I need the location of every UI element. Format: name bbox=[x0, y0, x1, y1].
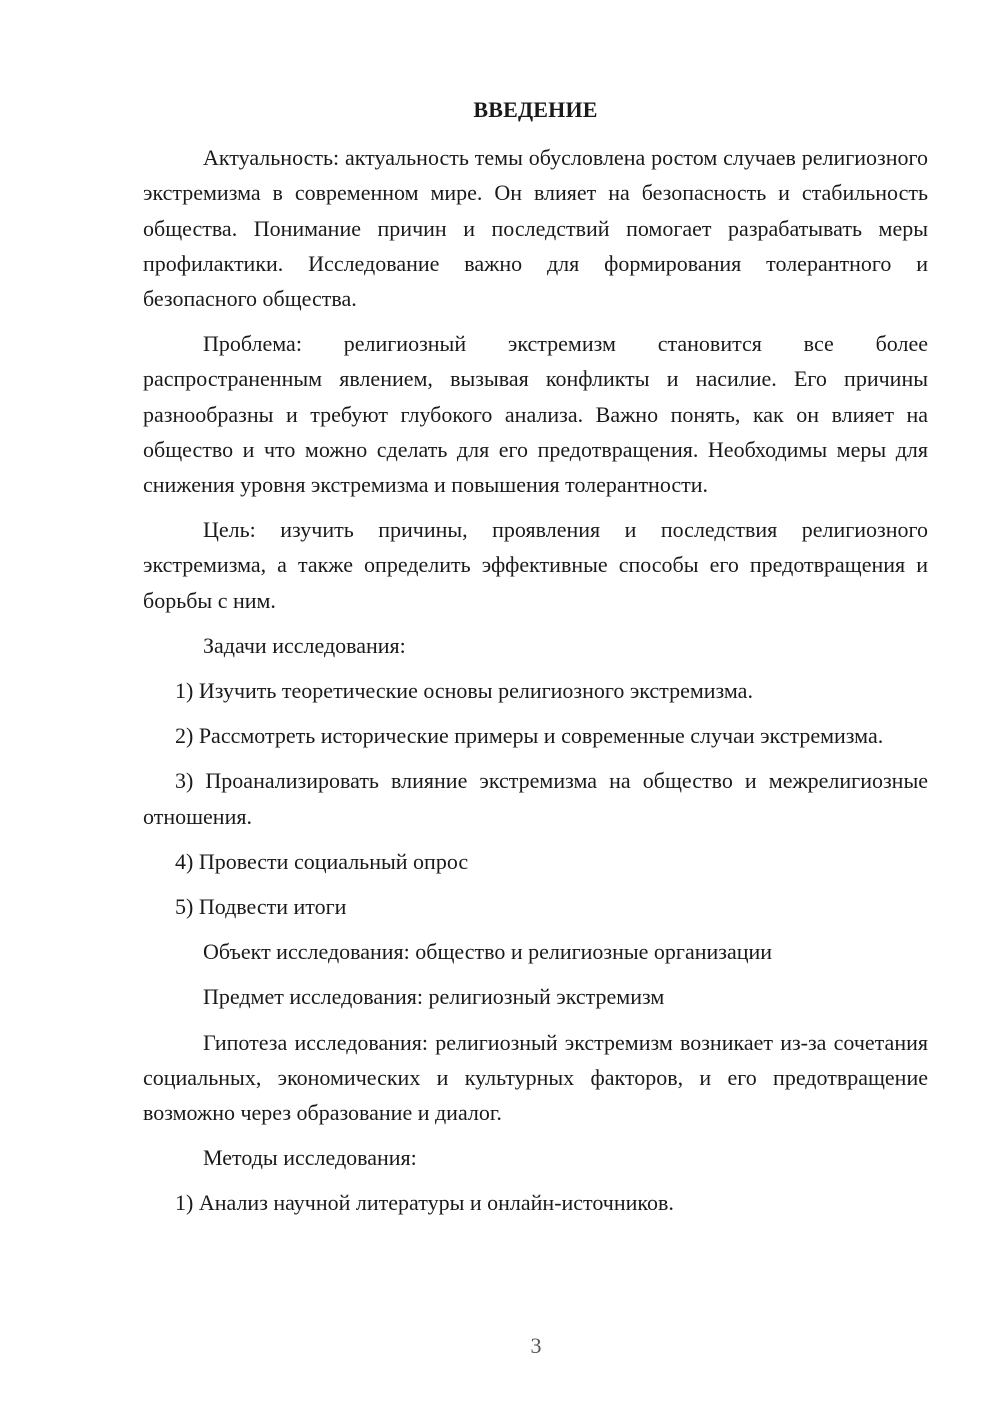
task-item-4: 4) Провести социальный опрос bbox=[175, 848, 469, 874]
tasks-heading: Задачи исследования: bbox=[203, 632, 406, 658]
research-object: Объект исследования: общество и религиозные организации bbox=[203, 939, 773, 965]
research-subject: Предмет исследования: религиозный экстремизм bbox=[203, 984, 665, 1010]
methods-heading: Методы исследования: bbox=[203, 1145, 417, 1171]
task-item-1: 1) Изучить теоретические основы религиозного экстремизма. bbox=[175, 678, 753, 704]
task-item-3: 3) Проанализировать влияние экстремизма на общество и межрелигиозные отношения. bbox=[143, 768, 928, 829]
method-item-1: 1) Анализ научной литературы и онлайн-источников. bbox=[175, 1190, 674, 1216]
goal-paragraph: Цель: изучить причины, проявления и последствия религиозного экстремизма, а также определить эффективные способы его предотвращения и борьбы с ним. bbox=[143, 517, 928, 613]
section-heading: ВВЕДЕНИЕ bbox=[473, 97, 598, 122]
task-item-2: 2) Рассмотреть исторические примеры и современные случаи экстремизма. bbox=[175, 723, 884, 749]
task-item-5: 5) Подвести итоги bbox=[175, 894, 347, 920]
hypothesis-paragraph: Гипотеза исследования: религиозный экстремизм возникает из-за сочетания социальных, экономических и культурных факторов, и его предотвращение возможно через образование и диалог. bbox=[143, 1029, 928, 1126]
problem-paragraph: Проблема: религиозный экстремизм становится все более распространенным явлением, вызывая конфликты и насилие. Его причины разнообразны и требуют глубокого анализа. Важно понять, как он влияет на общество и что можно сделать для его предотвращения. Необходимы меры для снижения уровня экстремизма и повышения толерантности. bbox=[143, 331, 928, 498]
document-page bbox=[143, 92, 928, 1221]
relevance-paragraph: Актуальность: актуальность темы обусловлена ростом случаев религиозного экстремизма в современном мире. Он влияет на безопасность и стабильность общества. Понимание причин и последствий помогает разрабатывать меры профилактики. Исследование важно для формирования толерантного и безопасного общества. bbox=[143, 145, 928, 312]
page-number: 3 bbox=[530, 1333, 542, 1358]
